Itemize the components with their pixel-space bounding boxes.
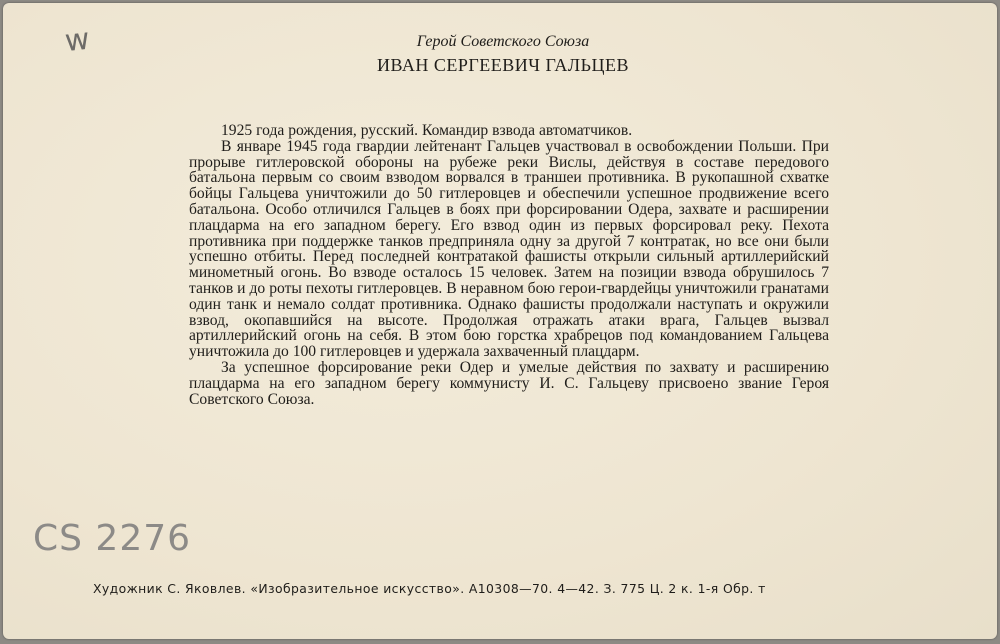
- pencil-catalog-code: CS 2276: [33, 518, 192, 559]
- hero-name: ИВАН СЕРГЕЕВИЧ ГАЛЬЦЕВ: [377, 55, 629, 75]
- hero-title: Герой Советского Союза: [416, 33, 590, 50]
- pencil-mark: w: [63, 21, 89, 60]
- bio-paragraph: 1925 года рождения, русский. Командир взвода автоматчиков.: [221, 122, 633, 139]
- postcard-back: [3, 3, 997, 639]
- bio-paragraph: В январе 1945 года гвардии лейтенант Гальцев участвовал в освобождении Польши. При прорыве гитлеровской обороны на рубеже реки Вислы, действуя в составе передового батальона первым со своим взводом ворвался в траншеи противника. В рукопашной схватке бойцы Гальцева уничтожили до 50 гитлеровцев и обеспечили успешное продвижение всего батальона. Особо отличился Гальцев в боях при форсировании Одера, захвате и расширении плацдарма на его западном берегу. Его взвод один из первых форсировал реку. Пехота противника при поддержке танков предприняла одну за другой 7 контратак, но все они были успешно отбиты. Перед последней контратакой фашисты открыли сильный артиллерийский минометный огонь. Во взводе осталось 15 человек. Затем на позиции взвода обрушилось 7 танков и до роты пехоты гитлеровцев. В неравном бою герои-гвардейцы уничтожили гранатами один танк и немало солдат противника. Однако фашисты продолжали наступать и окружили взвод, окопавшийся на высоте. Продолжая отражать атаки врага, Гальцев вызвал артиллерийский огонь на себя. В этом бою горстка храбрецов под командованием Гальцева уничтожила до 100 гитлеровцев и удержала захваченный плацдарм.: [189, 137, 829, 361]
- biography-text: [189, 123, 829, 407]
- bio-paragraph: За успешное форсирование реки Одер и умелые действия по захвату и расширению плацдарма на его западном берегу коммунисту И. С. Гальцеву присвоено звание Героя Советского Союза.: [189, 358, 829, 408]
- publisher-imprint: Художник С. Яковлев. «Изобразительное искусство». А10308—70. 4—42. З. 775 Ц. 2 к. 1-я Обр. т: [93, 581, 766, 596]
